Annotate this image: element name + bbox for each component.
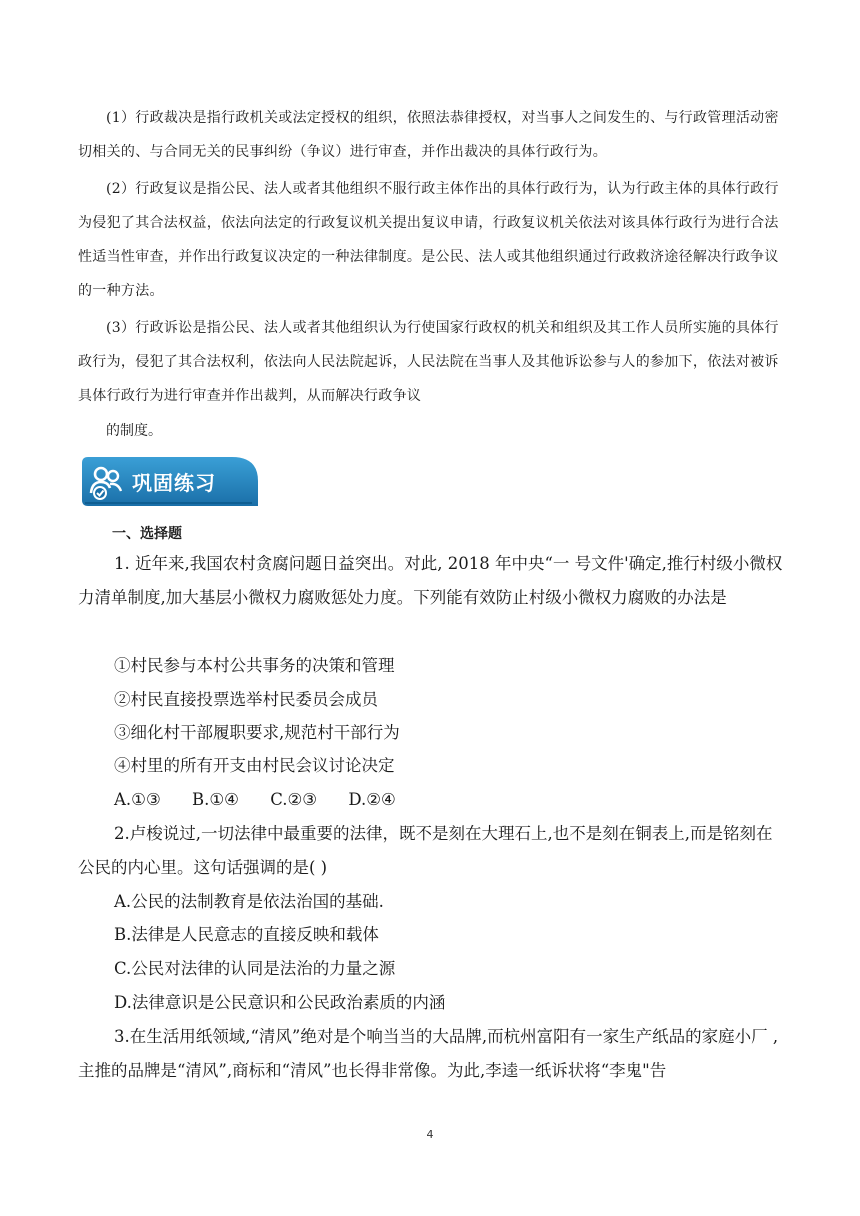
people-check-icon bbox=[88, 463, 126, 501]
question-2-stem: 2.卢梭说过,一切法律中最重要的法律，既不是刻在大理石上,也不是刻在铜表上,而是铭刻在公民的内心里。这句话强调的是( ) bbox=[78, 824, 773, 877]
page-number: 4 bbox=[426, 1128, 434, 1141]
question-1-item: ③细化村干部履职要求,规范村干部行为 bbox=[114, 723, 400, 742]
choice-c: C.②③ bbox=[270, 790, 318, 809]
section-heading: 一、选择题 bbox=[112, 526, 182, 542]
question-1-item: ①村民参与本村公共事务的决策和管理 bbox=[114, 656, 395, 675]
choice-d: D.②④ bbox=[348, 790, 396, 809]
question-2-option-d: D.法律意识是公民意识和公民政治素质的内涵 bbox=[114, 993, 446, 1012]
paragraph-tail: 的制度。 bbox=[106, 423, 162, 439]
consolidation-exercise-banner bbox=[82, 457, 258, 506]
paragraph-administrative-ruling: (1）行政裁决是指行政机关或法定授权的组织，依照法恭律授权，对当事人之间发生的、与行政管理活动密切相关的、与合同无关的民事纠纷（争议）进行审查，并作出裁决的具体行政行为。 bbox=[78, 110, 779, 160]
paragraph-administrative-reconsideration: (2）行政复议是指公民、法人或者其他组织不服行政主体作出的具体行政行为，认为行政主体的具体行政行为侵犯了其合法权益，依法向法定的行政复议机关提出复议申请，行政复议机关依法对该具体行政行为进行合法性适当性审查，并作出行政复议决定的一种法律制度。是公民、法人或其他组织通过行政救济途径解决行政争议的一种方法。 bbox=[78, 181, 779, 299]
question-2-option-b: B.法律是人民意志的直接反映和载体 bbox=[114, 925, 379, 944]
question-1-choices bbox=[114, 783, 422, 817]
question-2-option-a: A.公民的法制教育是依法治国的基础. bbox=[114, 892, 384, 911]
banner-label: 巩固练习 bbox=[132, 471, 216, 495]
choice-b: B.①④ bbox=[192, 790, 239, 809]
paragraph-administrative-litigation: (3）行政诉讼是指公民、法人或者其他组织认为行使国家行政权的机关和组织及其工作人员所实施的具体行政行为，侵犯了其合法权利，依法向人民法院起诉，人民法院在当事人及其他诉讼参与人的参加下，依法对被诉具体行政行为进行审查并作出裁判，从而解决行政争议 bbox=[78, 320, 779, 404]
question-1-item: ④村里的所有开支由村民会议讨论决定 bbox=[114, 756, 395, 775]
question-2-option-c: C.公民对法律的认同是法治的力量之源 bbox=[114, 959, 396, 978]
question-3-stem: 3.在生活用纸领域,“清风”绝对是个响当当的大品牌,而杭州富阳有一家生产纸品的家庭小厂 ,主推的品牌是“清风”,商标和“清风”也长得非常像。为此,李逵一纸诉状将“李鬼"告 bbox=[78, 1027, 779, 1080]
question-1-item: ②村民直接投票选举村民委员会成员 bbox=[114, 690, 378, 709]
choice-a: A.①③ bbox=[114, 790, 161, 809]
question-1-stem: 1. 近年来,我国农村贪腐问题日益突出。对此, 2018 年中央“一 号文件'确定,推行村级小微权力清单制度,加大基层小微权力腐败惩处力度。下列能有效防止村级小微权力腐败的办法是 bbox=[78, 554, 783, 607]
